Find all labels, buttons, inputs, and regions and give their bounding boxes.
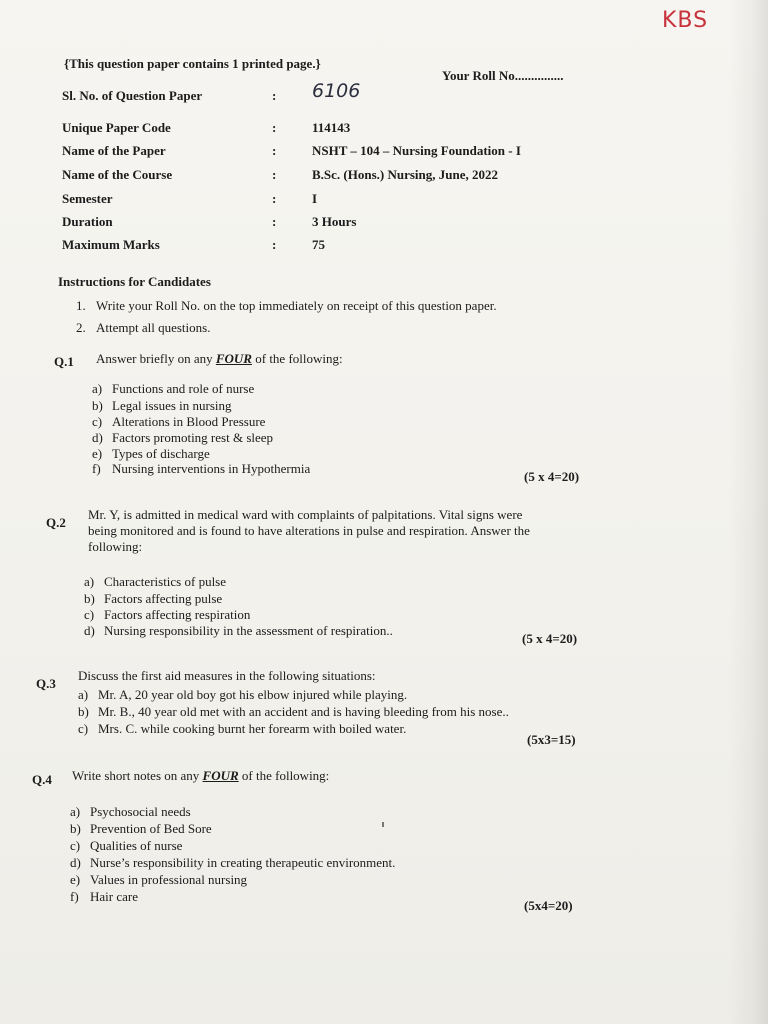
meta-value: 3 Hours: [312, 214, 357, 229]
instruction-item: [76, 298, 497, 314]
question-text-line: being monitored and is found to have alterations in pulse and respiration. Answer the: [88, 523, 530, 538]
page-edge-shadow: [728, 0, 768, 1024]
option-text: Characteristics of pulse: [104, 574, 227, 589]
option-text: Qualities of nurse: [90, 838, 183, 853]
question-number: Q.3: [36, 676, 56, 691]
meta-colon: :: [272, 167, 277, 182]
question-option: [84, 574, 226, 590]
question-option: [84, 591, 222, 607]
question-option: [78, 721, 406, 737]
option-text: Types of discharge: [112, 446, 210, 461]
meta-row-max-marks: [62, 237, 582, 257]
option-text: Mr. A, 20 year old boy got his elbow injured while playing.: [98, 687, 408, 702]
option-text: Nurse’s responsibility in creating therapeutic environment.: [90, 855, 396, 870]
option-label: f): [92, 461, 101, 476]
meta-key: Duration: [62, 214, 113, 229]
instruction-item: [76, 320, 210, 336]
option-label: b): [70, 821, 81, 836]
instruction-number: 1.: [76, 298, 86, 313]
question-option: [92, 461, 310, 477]
meta-key: Name of the Course: [62, 167, 173, 182]
question-number: Q.2: [46, 515, 66, 530]
meta-colon: :: [272, 88, 277, 103]
meta-key: Unique Paper Code: [62, 120, 171, 135]
instruction-text: Attempt all questions.: [96, 320, 211, 335]
option-text: Psychosocial needs: [90, 804, 191, 819]
question-marks: (5 x 4=20): [524, 469, 580, 484]
option-label: e): [70, 872, 81, 887]
paper-speck: [382, 822, 384, 827]
question-text-end: of the following:: [238, 768, 330, 783]
option-label: b): [84, 591, 95, 606]
meta-colon: :: [272, 143, 277, 158]
question-text: [96, 351, 343, 367]
option-text: Mr. B., 40 year old met with an accident and is having bleeding from his nose..: [98, 704, 509, 719]
meta-value-handwritten: 6106: [312, 80, 361, 102]
question-option: [70, 821, 212, 837]
option-text: Nursing responsibility in the assessment of respiration..: [104, 623, 393, 638]
option-label: b): [78, 704, 89, 719]
meta-key: Sl. No. of Question Paper: [62, 88, 203, 103]
question-option: [92, 381, 254, 397]
meta-value: I: [312, 191, 318, 206]
option-label: c): [92, 414, 103, 429]
option-label: a): [70, 804, 81, 819]
question-option: [70, 872, 247, 888]
meta-row-serial-no: [62, 80, 582, 108]
option-text: Legal issues in nursing: [112, 398, 232, 413]
meta-colon: :: [272, 120, 277, 135]
option-text: Functions and role of nurse: [112, 381, 255, 396]
instruction-text: Write your Roll No. on the top immediately on receipt of this question paper.: [96, 298, 497, 313]
question-text-end: of the following:: [251, 351, 343, 366]
instructions-title: Instructions for Candidates: [58, 274, 211, 289]
option-text: Nursing interventions in Hypothermia: [112, 461, 311, 476]
question-text: [88, 507, 608, 555]
option-label: a): [92, 381, 103, 396]
option-label: c): [84, 607, 95, 622]
question-text-start: Answer briefly on any: [96, 351, 216, 366]
meta-row-course: [62, 167, 582, 187]
question-number: Q.4: [32, 772, 52, 787]
option-label: d): [92, 430, 103, 445]
question-marks: (5x4=20): [524, 898, 573, 913]
option-text: Factors affecting pulse: [104, 591, 223, 606]
question-option: [78, 704, 509, 720]
meta-colon: :: [272, 191, 277, 206]
meta-value: B.Sc. (Hons.) Nursing, June, 2022: [312, 167, 498, 182]
question-option: [92, 398, 232, 414]
option-text: Hair care: [90, 889, 138, 904]
option-text: Mrs. C. while cooking burnt her forearm with boiled water.: [98, 721, 407, 736]
option-text: Factors affecting respiration: [104, 607, 251, 622]
question-marks: (5 x 4=20): [522, 631, 578, 646]
option-label: c): [78, 721, 89, 736]
meta-key: Maximum Marks: [62, 237, 160, 252]
option-label: a): [78, 687, 89, 702]
meta-colon: :: [272, 214, 277, 229]
meta-value: 114143: [312, 120, 351, 135]
roll-no-label: Your Roll No...............: [442, 68, 564, 83]
header-note: {This question paper contains 1 printed page.}: [64, 56, 321, 71]
question-text-line: Mr. Y, is admitted in medical ward with complaints of palpitations. Vital signs were: [88, 507, 523, 522]
option-label: b): [92, 398, 103, 413]
meta-key: Name of the Paper: [62, 143, 166, 158]
option-text: Values in professional nursing: [90, 872, 248, 887]
option-text: Prevention of Bed Sore: [90, 821, 212, 836]
question-option: [70, 804, 191, 820]
instruction-number: 2.: [76, 320, 86, 335]
question-option: [70, 838, 182, 854]
question-option: [70, 855, 395, 871]
option-label: a): [84, 574, 95, 589]
meta-key: Semester: [62, 191, 113, 206]
question-marks: (5x3=15): [527, 732, 576, 747]
question-option: [70, 889, 138, 905]
option-text: Factors promoting rest & sleep: [112, 430, 274, 445]
question-text-line: following:: [88, 539, 143, 554]
option-text: Alterations in Blood Pressure: [112, 414, 266, 429]
question-text: Discuss the first aid measures in the following situations:: [78, 668, 376, 683]
meta-row-paper-code: [62, 120, 582, 140]
option-label: f): [70, 889, 79, 904]
option-label: d): [70, 855, 81, 870]
question-option: [78, 687, 407, 703]
meta-row-semester: [62, 191, 582, 211]
corner-handwritten-mark: KBS: [662, 8, 709, 33]
question-option: [92, 446, 210, 462]
meta-row-paper-name: [62, 143, 582, 163]
meta-value: 75: [312, 237, 325, 252]
meta-colon: :: [272, 237, 277, 252]
question-emphasis: FOUR: [215, 351, 252, 366]
question-option: [92, 414, 265, 430]
question-emphasis: FOUR: [202, 768, 239, 783]
question-option: [92, 430, 273, 446]
question-text-start: Write short notes on any: [72, 768, 203, 783]
option-label: d): [84, 623, 95, 638]
option-label: e): [92, 446, 103, 461]
question-number: Q.1: [54, 354, 74, 369]
option-label: c): [70, 838, 81, 853]
question-text: [72, 768, 329, 784]
question-option: [84, 607, 250, 623]
meta-value: NSHT – 104 – Nursing Foundation - I: [312, 143, 521, 158]
question-option: [84, 623, 393, 639]
meta-row-duration: [62, 214, 582, 234]
